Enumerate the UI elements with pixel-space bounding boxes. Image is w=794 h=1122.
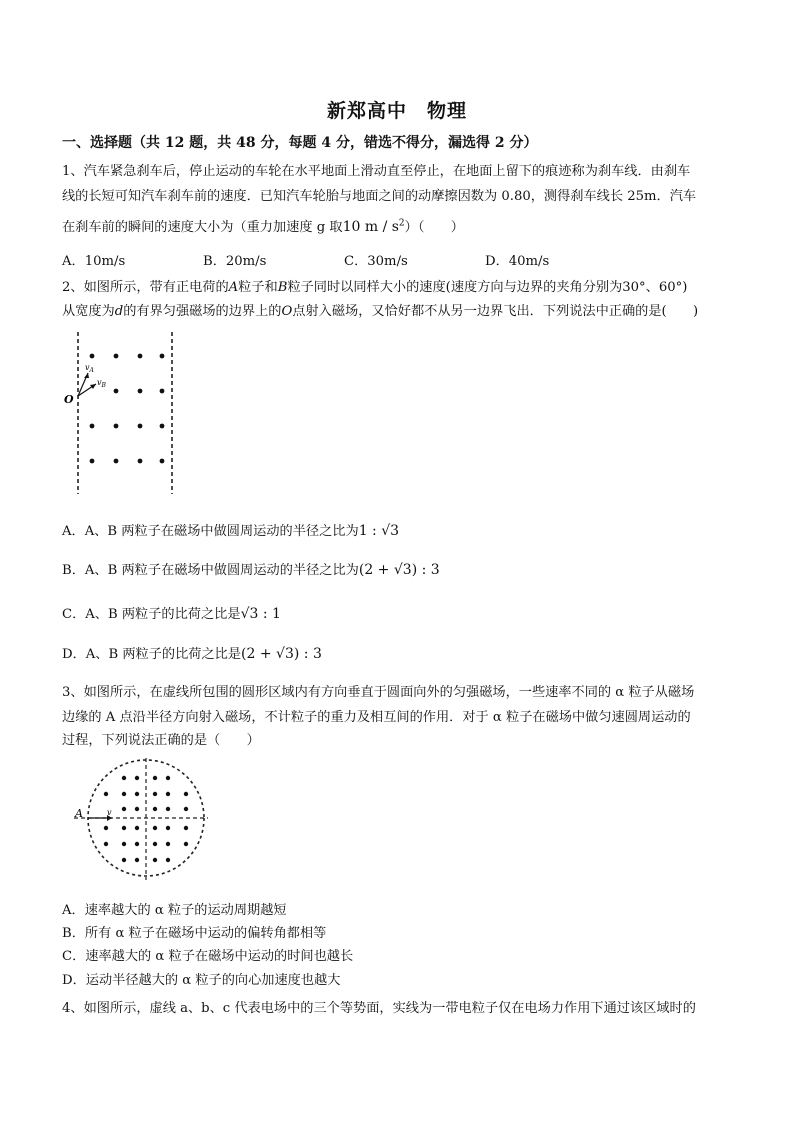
q2-velocity-b-arrowhead — [90, 384, 96, 389]
q1-line-3-text: 在刹车前的瞬间的速度大小为（重力加速度 g 取 — [62, 220, 343, 235]
q2-particle-a: A — [228, 280, 239, 295]
q2-line-1 — [62, 276, 687, 295]
q3-line-1: 3、如图所示，在虚线所包围的圆形区域内有方向垂直于圆面向外的匀强磁场，一些速率不同的 α 粒子从磁场 — [62, 685, 695, 700]
q2-line-1-c: 粒子同时以同样大小的速度(速度方向与边界的夹角分别为30°、60°) — [287, 280, 688, 295]
q2-width-d: d — [114, 304, 124, 319]
q2-line-2-a: 从宽度为 — [62, 304, 115, 319]
q2-option-b — [62, 559, 440, 578]
q2-option-d-text: D．A、B 两粒子的比荷之比是 — [62, 647, 242, 662]
q3-option-d: D．运动半径越大的 α 粒子的向心加速度也越大 — [62, 973, 341, 988]
q1-line-2: 线的长短可知汽车刹车前的速度．已知汽车轮胎与地面之间的动摩擦因数为 0.80，测得刹车线长 25m．汽车 — [62, 189, 697, 204]
q2-label-va: $v_A$ — [85, 363, 94, 374]
q2-magnetic-field-figure — [58, 328, 188, 498]
q3-option-c: C．速率越大的 α 粒子在磁场中运动的时间也越长 — [62, 949, 354, 964]
q2-line-2 — [62, 300, 698, 319]
q1-line-3 — [62, 216, 464, 235]
q1-gravity-formula: 10 m / s — [342, 219, 399, 235]
q2-option-b-text: B．A、B 两粒子在磁场中做圆周运动的半径之比为 — [62, 563, 359, 578]
q2-option-a-text: A．A、B 两粒子在磁场中做圆周运动的半径之比为 — [62, 524, 359, 539]
q2-option-c — [62, 603, 281, 622]
q2-line-1-b: 粒子和 — [238, 280, 278, 295]
q2-option-c-text: C．A、B 两粒子的比荷之比是 — [62, 607, 241, 622]
q3-line-2: 边缘的 A 点沿半径方向射入磁场，不计粒子的重力及相互间的作用．对于 α 粒子在磁场中做匀速圆周运动的 — [62, 710, 691, 725]
q3-line-3: 过程，下列说法正确的是（ ） — [62, 733, 260, 748]
q2-line-2-c: 点射入磁场，又恰好都不从另一边界飞出．下列说法中正确的是( ) — [292, 304, 699, 319]
q2-field-dots — [90, 354, 165, 464]
q2-option-b-math: (2 + √3) : 3 — [358, 562, 440, 578]
q1-option-b: B．20m/s — [203, 254, 267, 269]
q1-gravity-exponent: 2 — [398, 218, 405, 229]
q2-option-d — [62, 643, 322, 662]
section-heading: 一、选择题（共 12 题，共 48 分，每题 4 分，错选不得分，漏选得 2 分） — [62, 135, 538, 151]
q3-option-a: A．速率越大的 α 粒子的运动周期越短 — [62, 903, 287, 918]
q3-label-v: v — [107, 808, 112, 817]
q2-label-o: O — [64, 393, 74, 406]
q2-option-a — [62, 520, 399, 539]
q2-point-o: O — [281, 304, 293, 319]
q1-option-d: D．40m/s — [485, 254, 550, 269]
q2-label-vb: $v_B$ — [97, 378, 106, 389]
q3-label-a: A — [75, 807, 83, 820]
q2-line-1-a: 2、如图所示，带有正电荷的 — [62, 280, 229, 295]
q2-option-a-math: 1 : √3 — [358, 523, 400, 539]
q1-line-1: 1、汽车紧急刹车后，停止运动的车轮在水平地面上滑动直至停止，在地面上留下的痕迹称为刹车线．由刹车 — [62, 164, 691, 179]
q2-line-2-b: 的有界匀强磁场的边界上的 — [123, 304, 282, 319]
q2-particle-b: B — [277, 280, 288, 295]
q1-line-3-end: ）（ ） — [404, 220, 464, 235]
q2-option-d-math: (2 + √3) : 3 — [241, 646, 322, 662]
q4-line-1: 4、如图所示，虚线 a、b、c 代表电场中的三个等势面，实线为一带电粒子仅在电场力作用下通过该区域时的 — [62, 1001, 696, 1016]
q1-option-a: A．10m/s — [62, 254, 126, 269]
q1-option-c: C．30m/s — [344, 254, 408, 269]
q3-circular-field-figure — [62, 756, 212, 884]
q3-option-b: B．所有 α 粒子在磁场中运动的偏转角都相等 — [62, 926, 327, 941]
page-title: 新郑高中 物理 — [326, 100, 467, 122]
q2-option-c-math: √3 : 1 — [240, 606, 281, 622]
